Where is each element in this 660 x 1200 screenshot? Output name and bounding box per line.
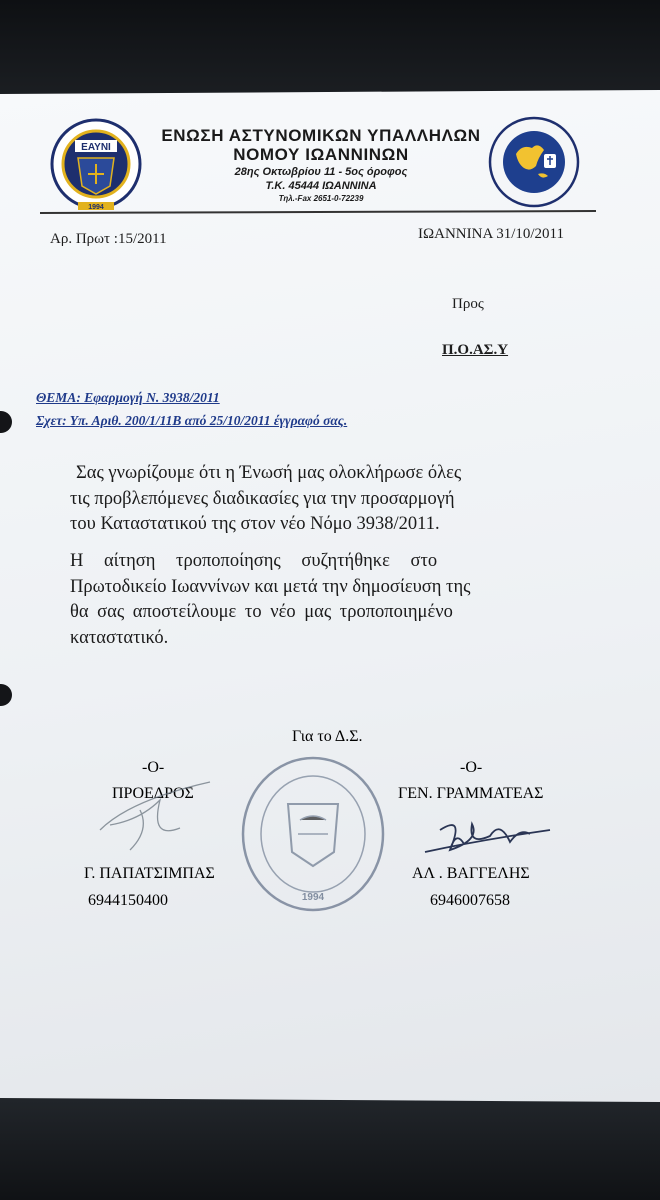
org-postal: Τ.Κ. 45444 ΙΩΑΝΝΙΝΑ (265, 180, 377, 192)
p2-line: Πρωτοδικείο Ιωαννίνων και μετά την δημοσίευση της (70, 576, 471, 597)
president-role: ΠΡΟΕΔΡΟΣ (112, 785, 194, 802)
org-phone (160, 194, 482, 203)
place-date: ΙΩΑΝΝΙΝΑ 31/10/2011 (418, 226, 565, 242)
recipient: Π.Ο.ΑΣ.Υ (442, 342, 509, 358)
for-board-label: Για το Δ.Σ. (292, 728, 363, 745)
president-signature (90, 770, 230, 860)
to-label: Προς (452, 296, 484, 312)
secretary-mark: -Ο- (460, 759, 483, 776)
secretary-signature (420, 800, 560, 870)
p1-line: του Καταστατικού της στον νέο Νόμο 3938/2011. (70, 514, 440, 534)
secretary-role: ΓΕΝ. ΓΡΑΜΜΑΤΕΑΣ (398, 785, 544, 802)
president-name: Γ. ΠΑΠΑΤΣΙΜΠΑΣ (84, 865, 215, 882)
president-mark: -Ο- (142, 759, 165, 776)
org-name-line1: ΕΝΩΣΗ ΑΣΤΥΝΟΜΙΚΩΝ ΥΠΑΛΛΗΛΩΝ (161, 126, 481, 145)
p1-line: Σας γνωρίζουμε ότι η Ένωσή μας ολοκλήρωσε όλες (76, 463, 462, 483)
background-top (0, 0, 660, 95)
left-logo-year: 1994 (88, 204, 104, 211)
org-name-line2: ΝΟΜΟΥ ΙΩΑΝΝΙΝΩΝ (233, 145, 409, 164)
p2-line: Η αίτηση τροποποίησης συζητήθηκε στο (70, 551, 438, 571)
body-paragraph-1 (70, 461, 600, 538)
union-logo-left (48, 118, 144, 214)
secretary-phone: 6946007658 (430, 892, 510, 909)
president-phone: 6944150400 (88, 892, 168, 909)
phone-number: 2651-0-72239 (313, 194, 364, 203)
stamp-year: 1994 (301, 892, 325, 903)
secretary-name: ΑΛ . ΒΑΓΓΕΛΗΣ (412, 865, 530, 882)
p2-line: θα σας αποστείλουμε το νέο μας τροποποιημένο (70, 602, 453, 622)
protocol-number: Αρ. Πρωτ :15/2011 (50, 231, 167, 247)
official-stamp (238, 754, 388, 914)
reference-line: Σχετ: Υπ. Αριθ. 200/1/11Β από 25/10/2011 έγγραφό σας. (36, 413, 348, 428)
left-logo-text: ΕΑΥΝΙ (81, 142, 111, 153)
background-bottom (0, 1095, 660, 1200)
p1-line: τις προβλεπόμενες διαδικασίες για την προσαρμογή (70, 488, 455, 509)
p2-line: καταστατικό. (70, 627, 169, 648)
body-paragraph-2 (70, 549, 594, 651)
phone-label: Τηλ.-Fax (278, 194, 312, 203)
org-address: 28ης Οκτωβρίου 11 - 5ος όροφος (234, 166, 408, 178)
federation-logo-right (486, 114, 582, 210)
subject-line: ΘΕΜΑ: Εφαρμογή Ν. 3938/2011 (36, 390, 220, 405)
